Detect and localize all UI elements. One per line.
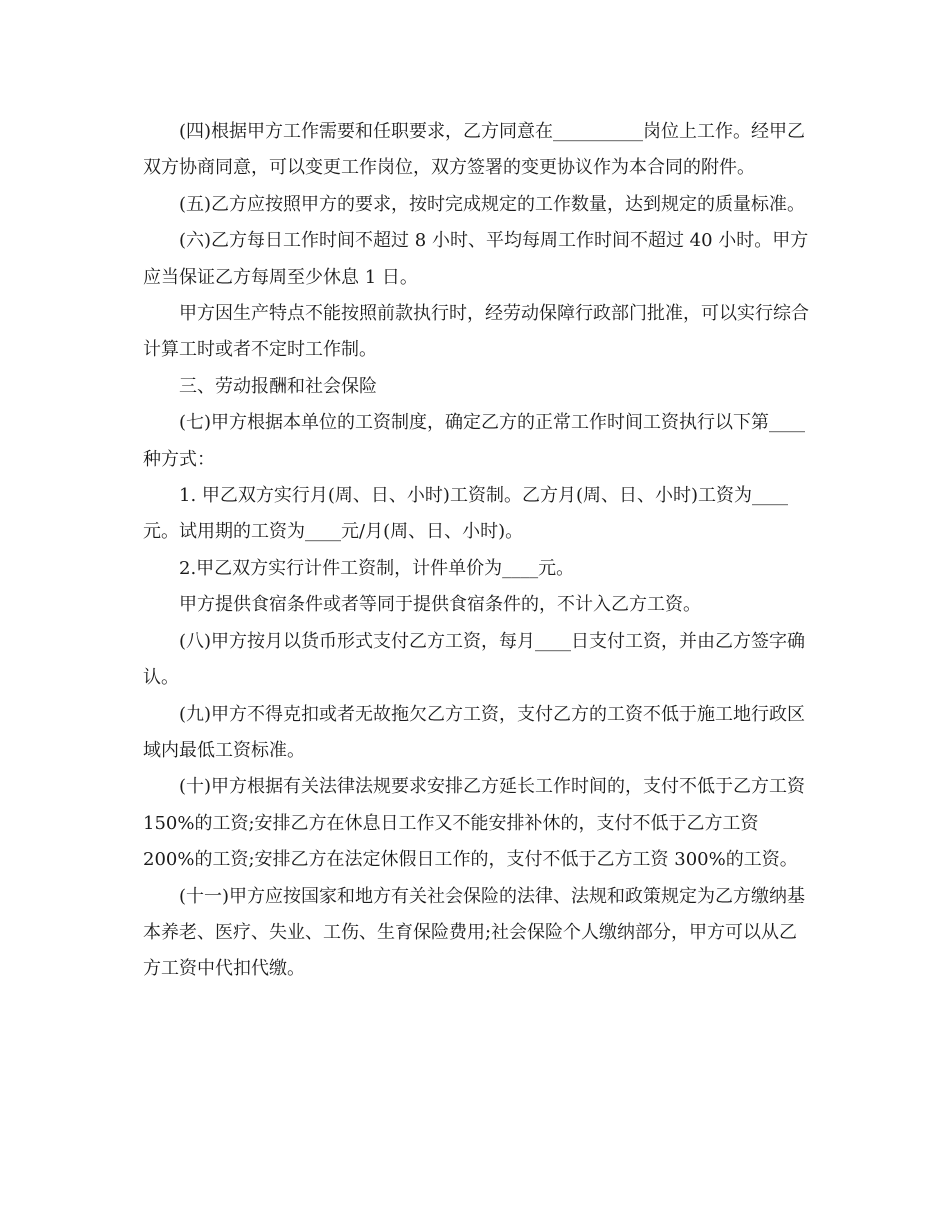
paragraph-6-working-hours: (六)乙方每日工作时间不超过 8 小时、平均每周工作时间不超过 40 小时。甲方应当保证乙方每周至少休息 1 日。 bbox=[143, 230, 809, 288]
section-heading-remuneration: 三、劳动报酬和社会保险 bbox=[179, 375, 377, 397]
paragraph-wage-option-1: 1. 甲乙双方实行月(周、日、小时)工资制。乙方月(周、日、小时)工资为____元。试用期的工资为____元/月(周、日、小时)。 bbox=[143, 485, 788, 543]
document-body bbox=[143, 114, 813, 988]
paragraph-8-payment: (八)甲方按月以货币形式支付乙方工资，每月____日支付工资，并由乙方签字确认。 bbox=[143, 630, 806, 689]
paragraph-4-job-position: (四)根据甲方工作需要和任职要求，乙方同意在__________岗位上工作。经甲乙双方协商同意，可以变更工作岗位，双方签署的变更协议作为本合同的附件。 bbox=[143, 121, 806, 179]
paragraph-7-wage-method: (七)甲方根据本单位的工资制度，确定乙方的正常工作时间工资执行以下第____种方式： bbox=[143, 412, 806, 470]
paragraph-11-social-insurance: (十一)甲方应按国家和地方有关社会保险的法律、法规和政策规定为乙方缴纳基本养老、医疗、失业、工伤、生育保险费用;社会保险个人缴纳部分，甲方可以从乙方工资中代扣代缴。 bbox=[143, 885, 806, 980]
paragraph-board-lodging: 甲方提供食宿条件或者等同于提供食宿条件的，不计入乙方工资。 bbox=[179, 594, 701, 616]
paragraph-9-minimum-wage: (九)甲方不得克扣或者无故拖欠乙方工资，支付乙方的工资不低于施工地行政区域内最低工资标准。 bbox=[143, 703, 806, 761]
paragraph-flexible-hours: 甲方因生产特点不能按照前款执行时，经劳动保障行政部门批准，可以实行综合计算工时或者不定时工作制。 bbox=[143, 303, 809, 361]
paragraph-10-overtime: (十)甲方根据有关法律法规要求安排乙方延长工作时间的，支付不低于乙方工资 150%的工资;安排乙方在休息日工作又不能安排补休的，支付不低于乙方工资 200%的工资;安排乙方在法定休假日工作的，支付不低于乙方工资 300%的工资。 bbox=[143, 776, 806, 871]
paragraph-wage-option-2: 2.甲乙双方实行计件工资制，计件单价为____元。 bbox=[179, 557, 575, 579]
paragraph-5-work-quota: (五)乙方应按照甲方的要求，按时完成规定的工作数量，达到规定的质量标准。 bbox=[179, 193, 806, 215]
